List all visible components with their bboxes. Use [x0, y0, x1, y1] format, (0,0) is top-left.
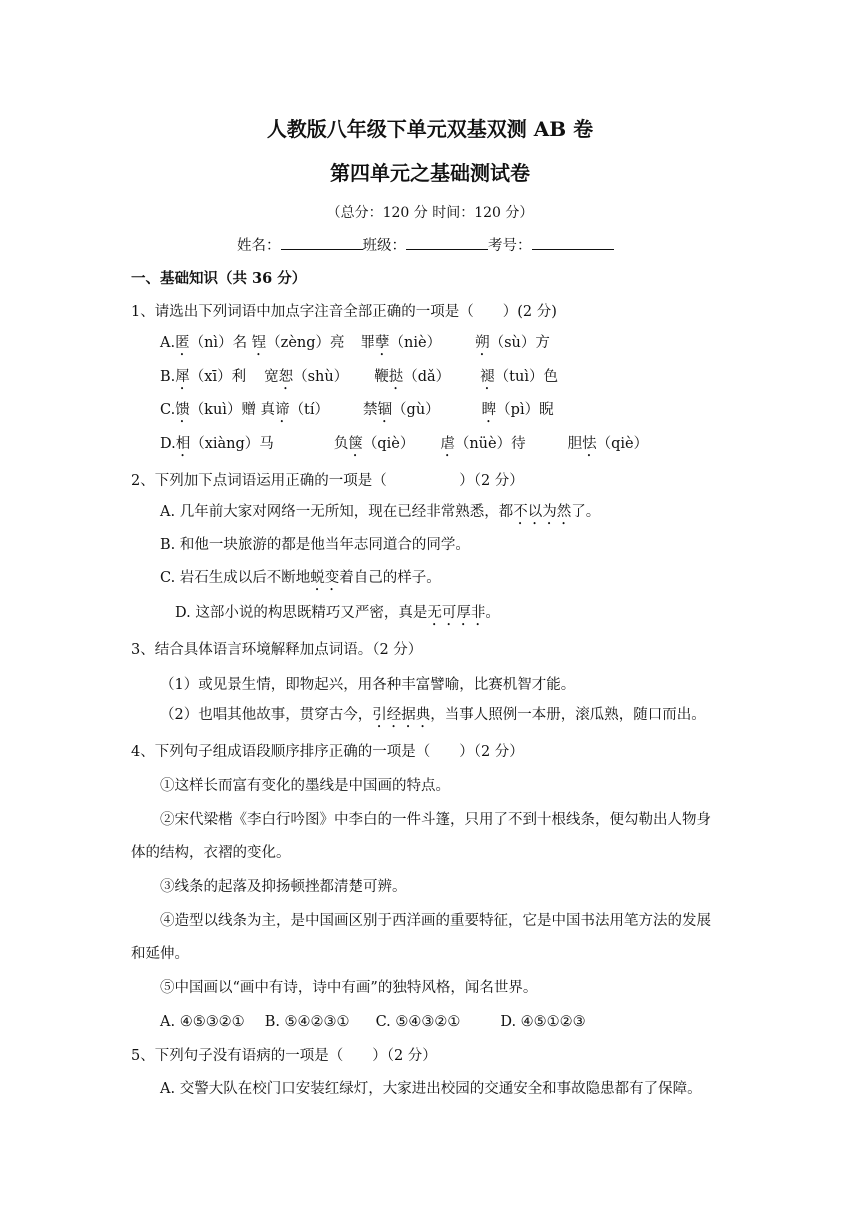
- section-heading: 一、基础知识（共 36 分）: [131, 270, 307, 287]
- q1-option-c: C.馈（kuì）赠 真谛（tí） 禁锢（gù） 睥（pì）睨: [160, 402, 554, 418]
- q1-option-d: D.相（xiàng）马 负箧（qiè） 虐（nüè）待 胆怯（qiè）: [160, 436, 649, 452]
- name-label: 姓名：: [237, 238, 281, 254]
- page-title: 人教版八年级下单元双基双测 AB 卷: [266, 117, 594, 141]
- question-3-stem: 3、结合具体语言环境解释加点词语。（2 分）: [131, 642, 423, 658]
- q2-option-b: B. 和他一块旅游的都是他当年志同道合的同学。: [160, 537, 470, 553]
- q4-option-a: A. ④⑤③②①: [160, 1014, 245, 1030]
- q4-sentence-3: ③线条的起落及抑扬顿挫都清楚可辨。: [160, 879, 407, 895]
- q5-option-a: A. 交警大队在校门口安装红绿灯，大家进出校园的交通安全和事故隐患都有了保障。: [160, 1081, 702, 1097]
- question-5-stem: 5、下列句子没有语病的一项是（ ）（2 分）: [131, 1048, 437, 1064]
- q4-options: [160, 1012, 586, 1032]
- exam-no-blank[interactable]: [532, 235, 614, 250]
- q4-sentence-2: ②宋代梁楷《李白行吟图》中李白的一件斗篷，只用了不到十根线条，便勾勒出人物身: [160, 812, 711, 828]
- class-blank[interactable]: [406, 235, 488, 250]
- q3-sentence-2: （2）也唱其他故事，贯穿古今，引经据典，当事人照例一本册，滚瓜熟，随口而出。: [160, 707, 706, 723]
- q4-option-b: B. ⑤④②③①: [264, 1014, 350, 1030]
- class-label: 班级：: [362, 238, 406, 254]
- q4-sentence-5: ⑤中国画以“画中有诗，诗中有画”的独特风格，闻名世界。: [160, 980, 538, 996]
- q4-option-c: C. ⑤④③②①: [375, 1014, 461, 1030]
- q4-sentence-4-cont: 和延伸。: [131, 946, 189, 962]
- q4-sentence-4: ④造型以线条为主，是中国画区别于西洋画的重要特征，它是中国书法用笔方法的发展: [160, 913, 711, 929]
- q2-option-a: A. 几年前大家对网络一无所知，现在已经非常熟悉，都不以为然了。: [160, 504, 601, 520]
- exam-no-label: 考号：: [488, 238, 532, 254]
- question-2-stem: 2、下列加下点词语运用正确的一项是（ ）（2 分）: [131, 473, 524, 489]
- page-subtitle: 第四单元之基础测试卷: [330, 161, 530, 185]
- q4-sentence-1: ①这样长而富有变化的墨线是中国画的特点。: [160, 778, 450, 794]
- q2-option-d: D. 这部小说的构思既精巧又严密，真是无可厚非。: [175, 605, 500, 621]
- q1-option-a: A.匿（nì）名 锃（zèng）亮 罪孽（niè） 朔（sù）方: [160, 335, 550, 351]
- q4-option-d: D. ④⑤①②③: [500, 1014, 586, 1030]
- q1-option-b: B.犀（xī）利 宽恕（shù） 鞭挞（dǎ） 褪（tuì）色: [160, 369, 558, 385]
- q4-sentence-2-cont: 体的结构，衣褶的变化。: [131, 845, 291, 861]
- question-1-stem: 1、请选出下列词语中加点字注音全部正确的一项是（ ）(2 分): [131, 304, 557, 320]
- name-blank[interactable]: [281, 235, 363, 250]
- student-info-row: [237, 235, 614, 256]
- q3-sentence-1: （1）或见景生情，即物起兴，用各种丰富譬喻，比赛机智才能。: [160, 677, 576, 693]
- exam-meta: （总分：120 分 时间：120 分）: [326, 205, 534, 221]
- q2-option-c: C. 岩石生成以后不断地蜕变着自己的样子。: [160, 570, 441, 586]
- question-4-stem: 4、下列句子组成语段顺序排序正确的一项是（ ）（2 分）: [131, 744, 524, 760]
